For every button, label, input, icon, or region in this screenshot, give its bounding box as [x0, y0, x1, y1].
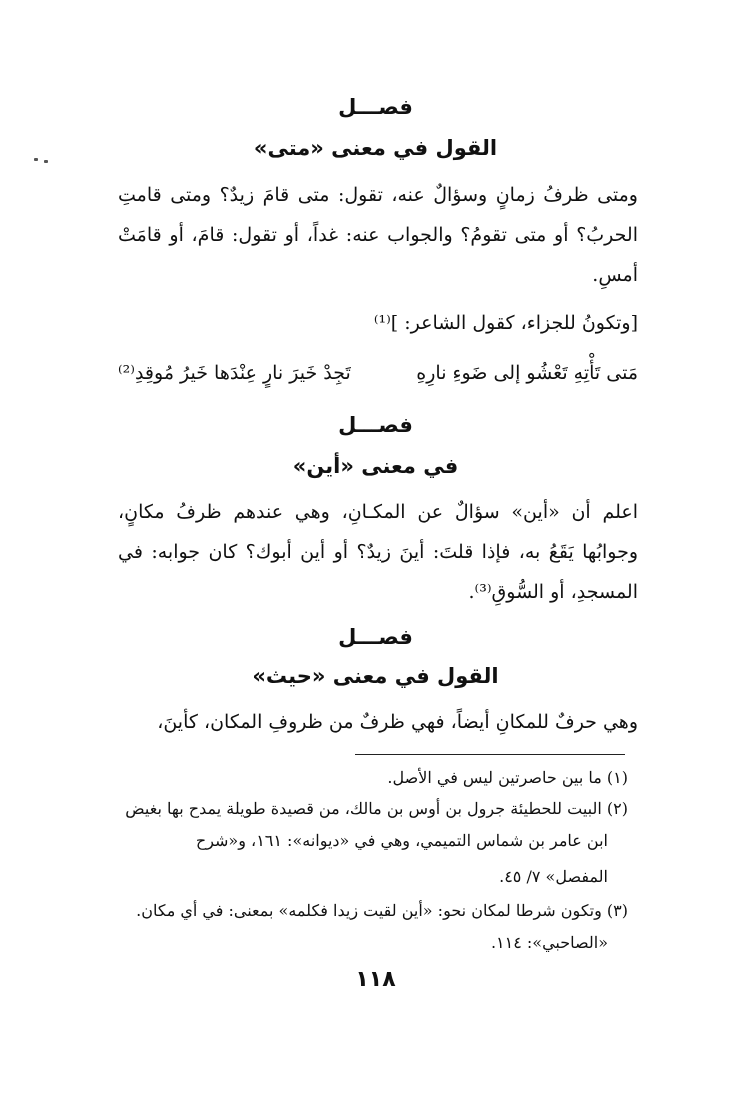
verse-hemistich-1: مَتى تَأْتِهِ تَعْشُو إلى ضَوءِ نارِهِ	[416, 362, 638, 384]
footnote-1: (١) ما بين حاصرتين ليس في الأصل.	[387, 768, 628, 787]
verse-hemistich-2: تَجِدْ خَيرَ نارٍ عِنْدَها خَيرُ مُوقِدِ⁽²⁾	[118, 362, 351, 384]
section-label-2: فصـــل	[338, 413, 413, 437]
footnote-2-line-2: ابن عامر بن شماس التميمي، وهي في «ديوانه»: ١٦١، و«شرح	[195, 831, 608, 850]
footnote-2-line-1: (٢) البيت للحطيئة جرول بن أوس بن مالك، من قصيدة طويلة يمدح بها بغيض	[125, 799, 628, 818]
footnote-3-line-2: «الصاحبي»: ١١٤.	[490, 933, 608, 952]
paragraph-mata-jaza: [وتكونُ للجزاء، كقول الشاعر: ]⁽¹⁾	[373, 312, 638, 334]
section-title-mata: القول في معنى «متى»	[253, 136, 498, 160]
footnote-3-line-1: (٣) وتكون شرطا لمكان نحو: «أين لقيت زيدا فكلمه» بمعنى: في أي مكان.	[136, 901, 628, 920]
paragraph-mata: ومتى ظرفُ زمانٍ وسؤالٌ عنه، تقول: متى قامَ زيدٌ؟ ومتى قامتِ الحربُ؟ أو متى تقومُ؟ والجواب عنه: غداً، أو تقول: قامَ، أو قامَتْ أمسِ.	[118, 184, 638, 286]
scan-speck	[44, 160, 48, 163]
paragraph-ayna: اعلم أن «أين» سؤالٌ عن المكـانِ، وهي عندهم ظرفُ مكانٍ، وجوابُها يَقَعُ به، فإذا قلتَ: أينَ زيدٌ؟ أو أين أبوك؟ كان جوابه: في المسجدِ، أو السُّوقِ⁽³⁾.	[118, 501, 638, 603]
footnote-separator	[355, 754, 625, 755]
scan-speck	[34, 158, 38, 161]
section-title-haythu: القول في معنى «حيث»	[252, 664, 499, 688]
section-label-3: فصـــل	[338, 625, 413, 649]
poetry-verse	[118, 357, 638, 389]
page-number: ١١٨	[355, 967, 396, 992]
paragraph-haythu: وهي حرفٌ للمكانِ أيضاً، فهي ظرفٌ من ظروفِ المكان، كأينَ،	[157, 711, 638, 733]
section-title-ayna: في معنى «أين»	[292, 454, 459, 478]
section-label-1: فصـــل	[338, 95, 413, 119]
footnote-2-line-3: المفصل» ٧/ ٤٥.	[499, 867, 608, 886]
